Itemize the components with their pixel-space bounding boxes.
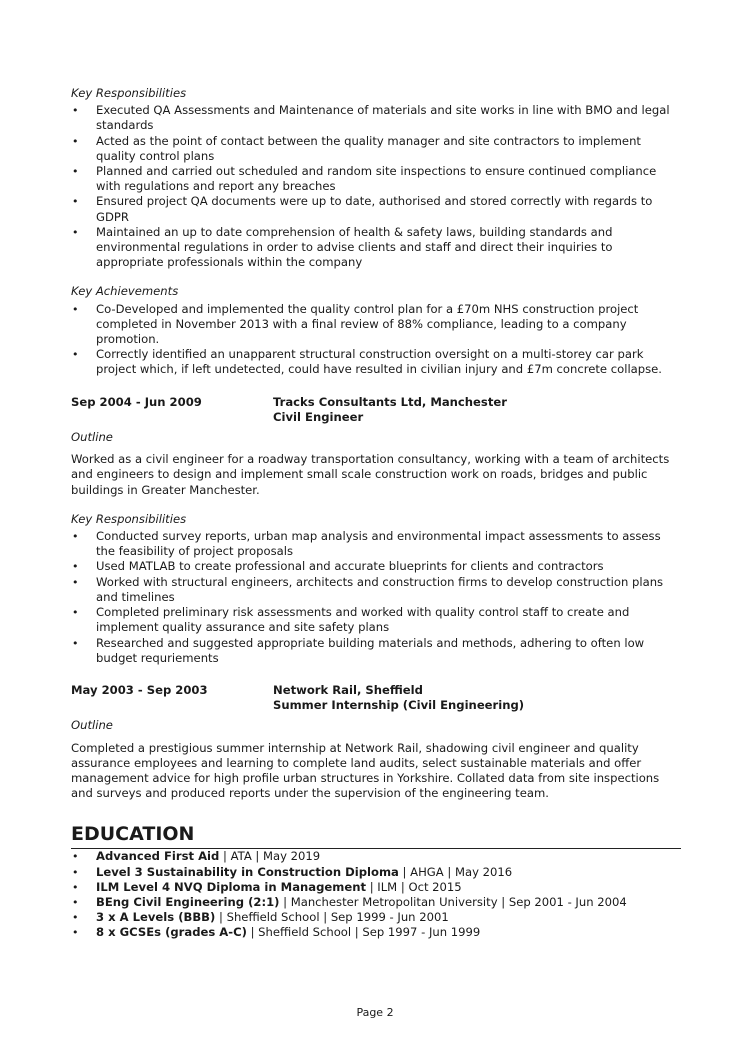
list-item [71, 910, 681, 925]
job-dates: Sep 2004 - Jun 2009 [71, 394, 202, 409]
qualification-detail: | ATA | May 2019 [219, 849, 321, 864]
list-item: • Co-Developed and implemented the quality control plan for a £70m NHS construction project completed in November 2013 with a final review of 88% compliance, leading to a company promotion. [71, 302, 681, 348]
job-dates: May 2003 - Sep 2003 [71, 682, 208, 697]
list-item [71, 865, 681, 880]
list-item: • Planned and carried out scheduled and random site inspections to ensure continued compliance with regulations and report any breaches [71, 164, 681, 194]
page-number: Page 2 [356, 1006, 394, 1019]
outline-label: Outline [71, 430, 113, 445]
education-list [71, 849, 681, 940]
job-header-network-rail [71, 683, 681, 713]
list-item: • Correctly identified an unapparent structural construction oversight on a multi-storey car park project which, if left undetected, could have resulted in civilian injury and £7m concrete collapse. [71, 347, 681, 377]
key-responsibilities-label: Key Responsibilities [71, 86, 187, 100]
qualification-detail: | Manchester Metropolitan University | Sep 2001 - Jun 2004 [279, 894, 627, 909]
achievements-list [71, 302, 681, 378]
list-item: • Executed QA Assessments and Maintenance of materials and site works in line with BMO and legal standards [71, 103, 681, 133]
list-item: • Worked with structural engineers, architects and construction firms to develop construction plans and timelines [71, 575, 681, 605]
qualification-name: 3 x A Levels (BBB) [96, 910, 216, 925]
qualification-name: BEng Civil Engineering (2:1) [96, 894, 280, 909]
list-item: • Conducted survey reports, urban map analysis and environmental impact assessments to assess the feasibility of project proposals [71, 529, 681, 559]
list-item: • Ensured project QA documents were up to date, authorised and stored correctly with regards to GDPR [71, 194, 681, 224]
qualification-name: 8 x GCSEs (grades A-C) [96, 925, 247, 940]
qualification-name: ILM Level 4 NVQ Diploma in Management [96, 879, 367, 894]
qualification-detail: | ILM | Oct 2015 [366, 879, 462, 894]
qualification-detail: | AHGA | May 2016 [398, 864, 513, 879]
list-item: • Acted as the point of contact between the quality manager and site contractors to implement quality control plans [71, 134, 681, 164]
list-item: • Researched and suggested appropriate building materials and methods, adhering to often low budget requriements [71, 636, 681, 666]
list-item [71, 849, 681, 864]
job-outline: Completed a prestigious summer internship at Network Rail, shadowing civil engineer and quality assurance employees and learning to complete land audits, select sustainable materials and offer management advice for high profile urban structures in Yorkshire. Collated data from site inspections and surveys and produced reports under the supervision of the engineering team. [71, 740, 660, 801]
qualification-name: Level 3 Sustainability in Construction Diploma [96, 864, 399, 879]
list-item [71, 880, 681, 895]
qualification-name: Advanced First Aid [96, 849, 220, 864]
job-role: Civil Engineer [273, 409, 364, 424]
list-item: • Used MATLAB to create professional and accurate blueprints for clients and contractors [71, 559, 681, 574]
key-responsibilities-label: Key Responsibilities [71, 511, 187, 526]
responsibilities-list [71, 529, 681, 666]
job-company: Tracks Consultants Ltd, Manchester [273, 394, 507, 409]
job-header-tracks [71, 395, 681, 425]
education-heading: EDUCATION [71, 823, 681, 849]
responsibilities-list [71, 103, 681, 270]
qualification-detail: | Sheffield School | Sep 1997 - Jun 1999 [246, 925, 481, 940]
outline-label: Outline [71, 718, 113, 733]
list-item: • Maintained an up to date comprehension of health & safety laws, building standards and environmental regulations in order to advise clients and staff and direct their inquiries to appropriate professionals within the company [71, 225, 681, 271]
list-item: • Completed preliminary risk assessments and worked with quality control staff to create and implement quality assurance and site safety plans [71, 605, 681, 635]
job-company: Network Rail, Sheffield [273, 682, 423, 697]
key-achievements-label: Key Achievements [71, 284, 179, 299]
resume-page-content [71, 86, 681, 941]
job-role: Summer Internship (Civil Engineering) [273, 698, 525, 713]
list-item [71, 895, 681, 910]
qualification-detail: | Sheffield School | Sep 1999 - Jun 2001 [215, 910, 449, 925]
list-item [71, 925, 681, 940]
job-outline: Worked as a civil engineer for a roadway transportation consultancy, working with a team of architects and engineers to design and implement small scale construction work on roads, bridges and public buildings in Greater Manchester. [71, 452, 670, 497]
